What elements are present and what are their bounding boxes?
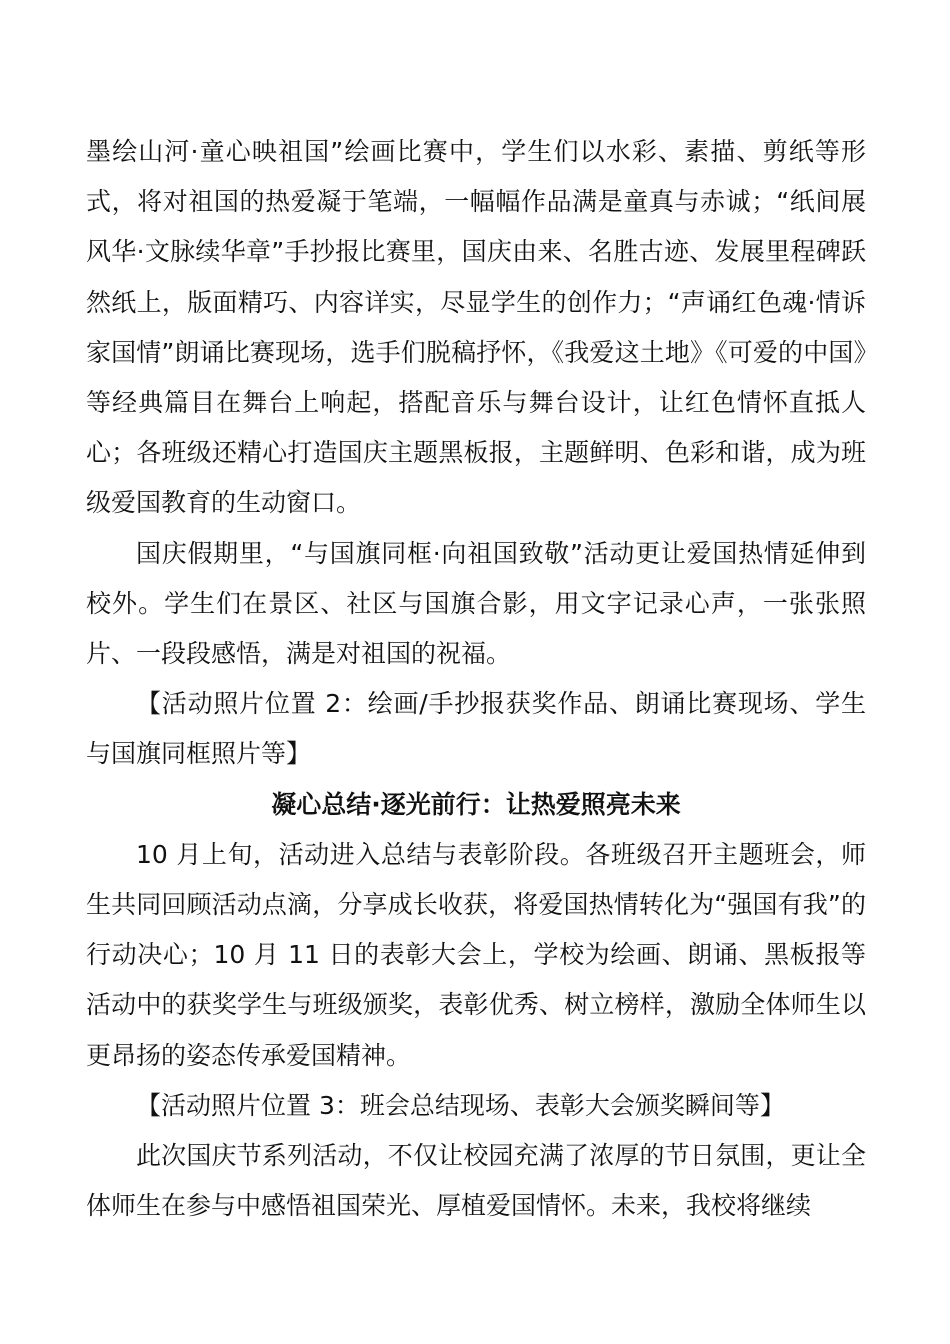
paragraph-conclusion: 此次国庆节系列活动，不仅让校园充满了浓厚的节日氛围，更让全体师生在参与中感悟祖国荣光、厚植爱国情怀。未来，我校将继续 — [86, 1141, 866, 1221]
paragraph-summary-awards: 10 月上旬，活动进入总结与表彰阶段。各班级召开主题班会，师生共同回顾活动点滴，分享成长收获，将爱国热情转化为“强国有我”的行动决心；10 月 11 日的表彰大会上，学校为绘画、朗诵、黑板报等活动中的获奖学生与班级颁奖，表彰优秀、树立榜样，激励全体师生以更昂扬的姿态传承爱国精神。 — [86, 839, 866, 1070]
photo-placeholder-3: 【活动照片位置 3：班会总结现场、表彰大会颁奖瞬间等】 — [136, 1090, 785, 1120]
section-heading: 凝心总结·逐光前行：让热爱照亮未来 — [271, 789, 681, 819]
paragraph-holiday-flag-activity: 国庆假期里，“与国旗同框·向祖国致敬”活动更让爱国热情延伸到校外。学生们在景区、社区与国旗合影，用文字记录心声，一张张照片、一段段感悟，满是对祖国的祝福。 — [86, 538, 866, 669]
document-body — [86, 127, 866, 1231]
paragraph-art-competitions: 墨绘山河·童心映祖国”绘画比赛中，学生们以水彩、素描、剪纸等形式，将对祖国的热爱凝于笔端，一幅幅作品满是童真与赤诚；“纸间展风华·文脉续华章”手抄报比赛里，国庆由来、名胜古迹、发展里程碑跃然纸上，版面精巧、内容详实，尽显学生的创作力；“声诵红色魂·情诉家国情”朗诵比赛现场，选手们脱稿抒怀，《我爱这土地》《可爱的中国》等经典篇目在舞台上响起，搭配音乐与舞台设计，让红色情怀直抵人心；各班级还精心打造国庆主题黑板报，主题鲜明、色彩和谐，成为班级爱国教育的生动窗口。 — [86, 137, 866, 518]
photo-placeholder-2: 【活动照片位置 2：绘画/手抄报获奖作品、朗诵比赛现场、学生与国旗同框照片等】 — [86, 689, 866, 769]
